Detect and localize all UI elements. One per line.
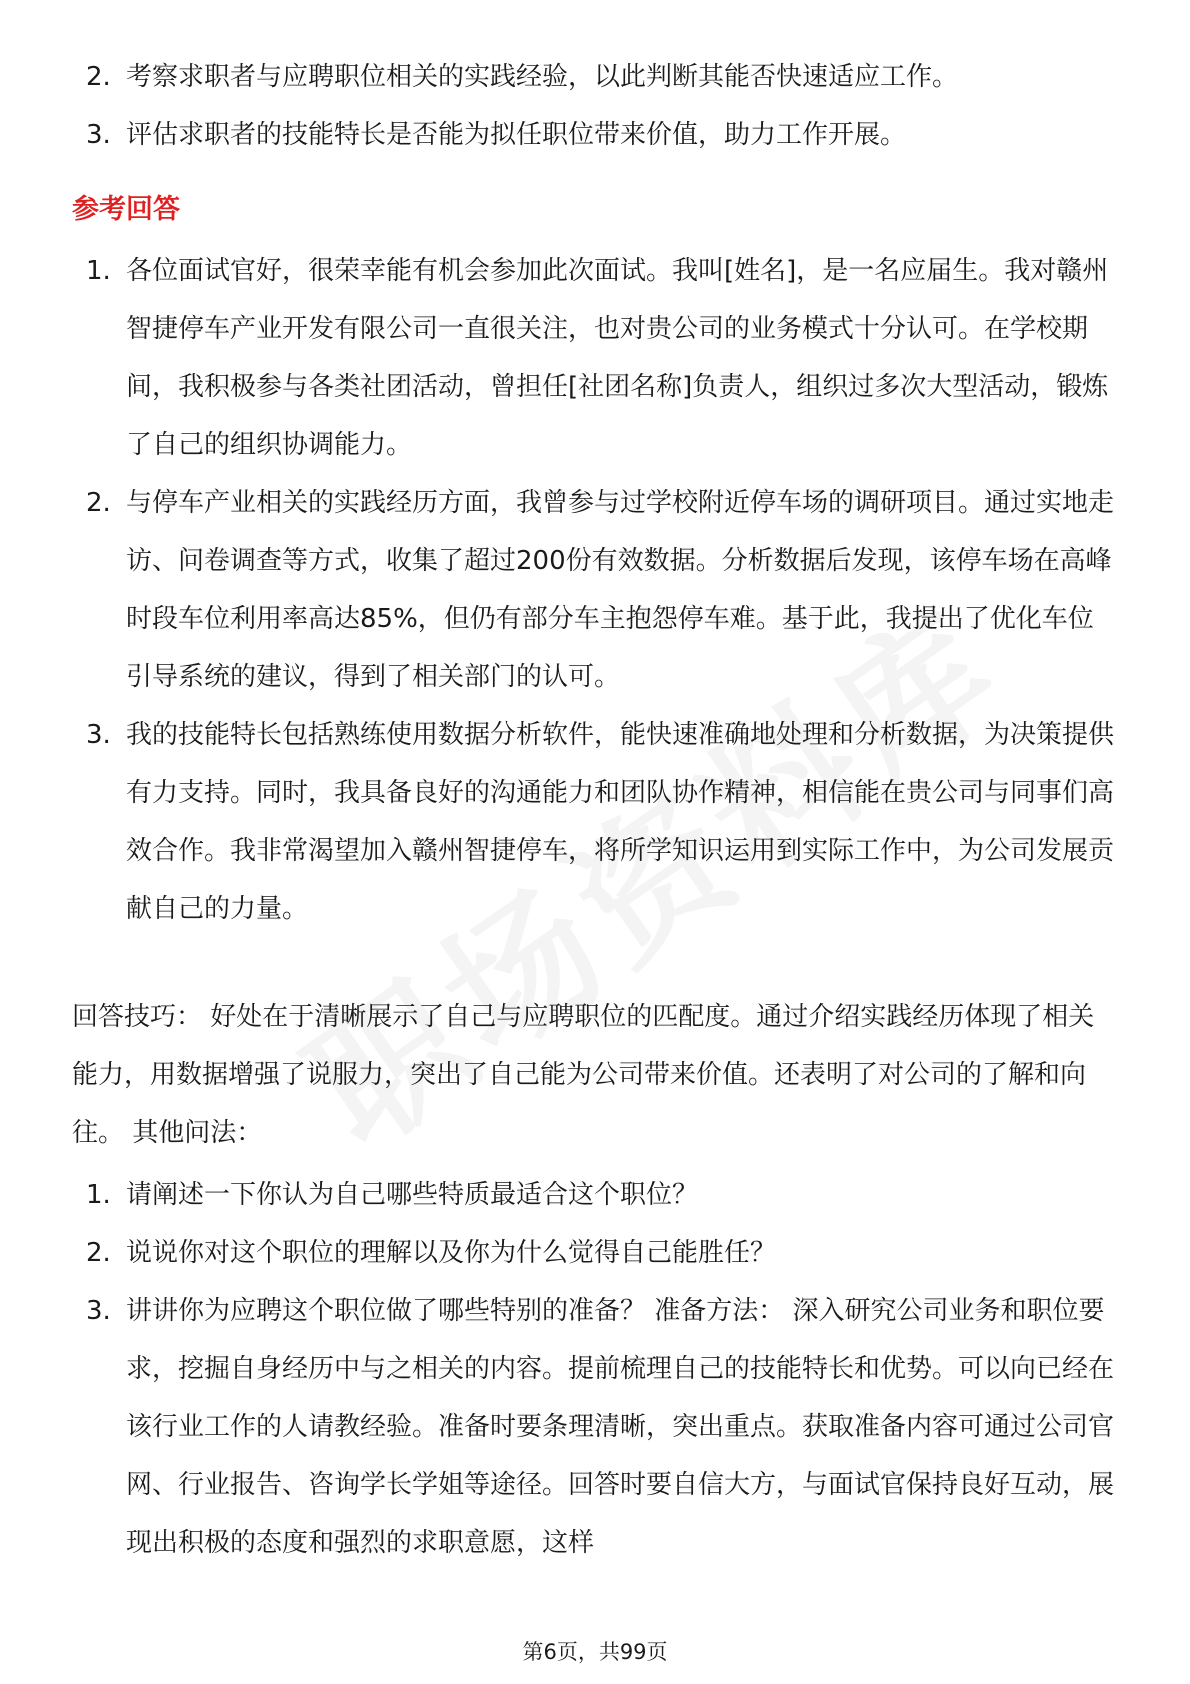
list-item <box>0 1224 1116 1282</box>
list-text: 评估求职者的技能特长是否能为拟任职位带来价值，助力工作开展。 <box>126 120 907 150</box>
answers-list <box>0 242 1116 938</box>
list-number: 2. <box>86 1238 111 1268</box>
list-number: 3. <box>86 720 111 750</box>
list-text: 说说你对这个职位的理解以及你为什么觉得自己能胜任？ <box>126 1238 777 1268</box>
list-item <box>0 1282 1116 1572</box>
list-number: 1. <box>86 1180 111 1210</box>
list-item <box>0 106 1116 164</box>
list-item <box>0 1166 1116 1224</box>
tips-paragraph: 回答技巧： 好处在于清晰展示了自己与应聘职位的匹配度。通过介绍实践经历体现了相关能力，用数据增强了说服力，突出了自己能为公司带来价值。还表明了对公司的了解和向往。 其他问法： <box>72 1002 1095 1148</box>
list-text: 我的技能特长包括熟练使用数据分析软件，能快速准确地处理和分析数据，为决策提供有力支持。同时，我具备良好的沟通能力和团队协作精神，相信能在贵公司与同事们高效合作。我非常渴望加入赣州智捷停车，将所学知识运用到实际工作中，为公司发展贡献自己的力量。 <box>126 720 1115 924</box>
list-text: 请阐述一下你认为自己哪些特质最适合这个职位？ <box>126 1180 699 1210</box>
section-title: 参考回答 <box>72 194 180 225</box>
list-text: 与停车产业相关的实践经历方面，我曾参与过学校附近停车场的调研项目。通过实地走访、问卷调查等方式，收集了超过200份有效数据。分析数据后发现，该停车场在高峰时段车位利用率高达85%，但仍有部分车主抱怨停车难。基于此，我提出了优化车位引导系统的建议，得到了相关部门的认可。 <box>126 488 1115 692</box>
list-item <box>0 474 1116 706</box>
page-footer: 第6页，共99页 <box>522 1640 668 1664</box>
list-item <box>0 242 1116 474</box>
list-text: 考察求职者与应聘职位相关的实践经验，以此判断其能否快速适应工作。 <box>126 62 959 92</box>
list-number: 1. <box>86 256 111 286</box>
other-questions-list <box>0 1166 1116 1572</box>
list-text: 各位面试官好，很荣幸能有机会参加此次面试。我叫[姓名]，是一名应届生。我对赣州智捷停车产业开发有限公司一直很关注，也对贵公司的业务模式十分认可。在学校期间，我积极参与各类社团活动，曾担任[社团名称]负责人，组织过多次大型活动，锻炼了自己的组织协调能力。 <box>126 256 1109 460</box>
list-number: 3. <box>86 1296 111 1326</box>
list-text: 讲讲你为应聘这个职位做了哪些特别的准备？ 准备方法： 深入研究公司业务和职位要求，挖掘自身经历中与之相关的内容。提前梳理自己的技能特长和优势。可以向已经在该行业工作的人请教经验。准备时要条理清晰，突出重点。获取准备内容可通过公司官网、行业报告、咨询学长学姐等途径。回答时要自信大方，与面试官保持良好互动，展现出积极的态度和强烈的求职意愿，这样 <box>126 1296 1115 1558</box>
top-list <box>0 48 1116 164</box>
list-item <box>0 48 1116 106</box>
list-number: 2. <box>86 488 111 518</box>
list-number: 3. <box>86 120 111 150</box>
list-item <box>0 706 1116 938</box>
list-number: 2. <box>86 62 111 92</box>
